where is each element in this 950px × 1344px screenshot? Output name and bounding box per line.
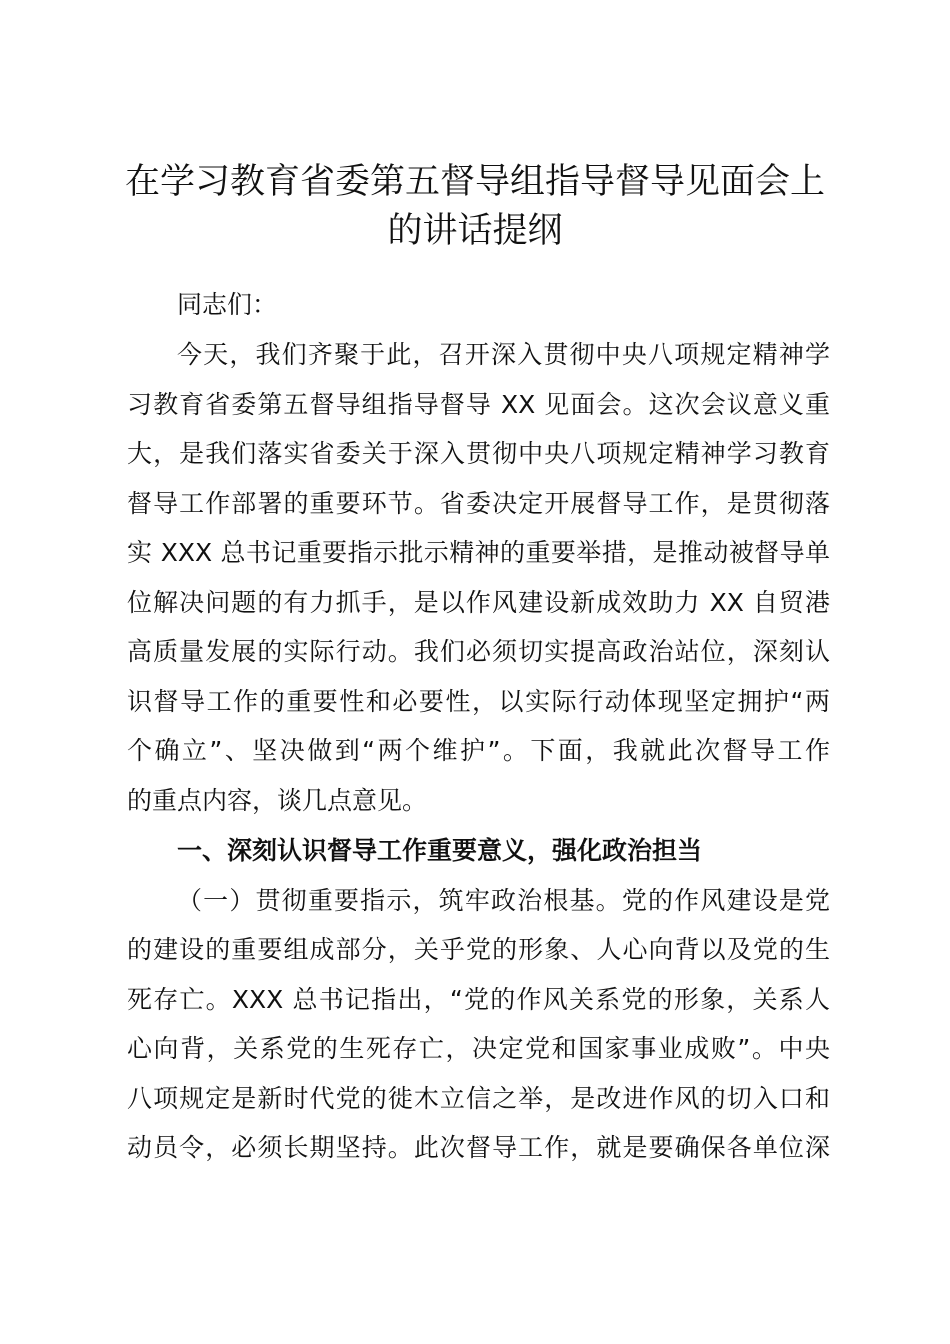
- paragraph-2-line: （一）贯彻重要指示，筑牢政治根基。党的作风建设是党: [177, 886, 830, 915]
- paragraph-1-line: 高质量发展的实际行动。我们必须切实提高政治站位，深刻认: [127, 637, 830, 666]
- section-1-heading: 一、深刻认识督导工作重要意义，强化政治担当: [177, 836, 703, 865]
- document-title-line-1: 在学习教育省委第五督导组指导督导见面会上: [124, 162, 825, 202]
- paragraph-2-line: 动员令，必须长期坚持。此次督导工作，就是要确保各单位深: [127, 1133, 830, 1162]
- paragraph-1-line: 识督导工作的重要性和必要性，以实际行动体现坚定拥护“两: [127, 687, 830, 716]
- paragraph-2-line: 八项规定是新时代党的徙木立信之举，是改进作风的切入口和: [127, 1084, 830, 1113]
- paragraph-1-line: 实 XXX 总书记重要指示批示精神的重要举措，是推动被督导单: [127, 538, 830, 567]
- document-title-line-2: 的讲话提纲: [387, 211, 563, 251]
- paragraph-2-line: 死存亡。XXX 总书记指出，“党的作风关系党的形象，关系人: [127, 985, 830, 1014]
- paragraph-1-line: 大，是我们落实省委关于深入贯彻中央八项规定精神学习教育: [127, 439, 830, 468]
- paragraph-1-line: 习教育省委第五督导组指导督导 XX 见面会。这次会议意义重: [127, 390, 830, 419]
- paragraph-1-line: 位解决问题的有力抓手，是以作风建设新成效助力 XX 自贸港: [127, 588, 830, 617]
- paragraph-1-line: 督导工作部署的重要环节。省委决定开展督导工作，是贯彻落: [127, 489, 830, 518]
- paragraph-2-line: 心向背，关系党的生死存亡，决定党和国家事业成败”。中央: [127, 1034, 830, 1063]
- paragraph-1-line: 今天，我们齐聚于此，召开深入贯彻中央八项规定精神学: [177, 340, 830, 369]
- salutation: 同志们：: [177, 290, 278, 319]
- paragraph-1-line: 个确立”、坚决做到“两个维护”。下面，我就此次督导工作: [127, 736, 830, 765]
- paragraph-1-line: 的重点内容，谈几点意见。: [127, 786, 428, 815]
- paragraph-2-line: 的建设的重要组成部分，关乎党的形象、人心向背以及党的生: [127, 935, 830, 964]
